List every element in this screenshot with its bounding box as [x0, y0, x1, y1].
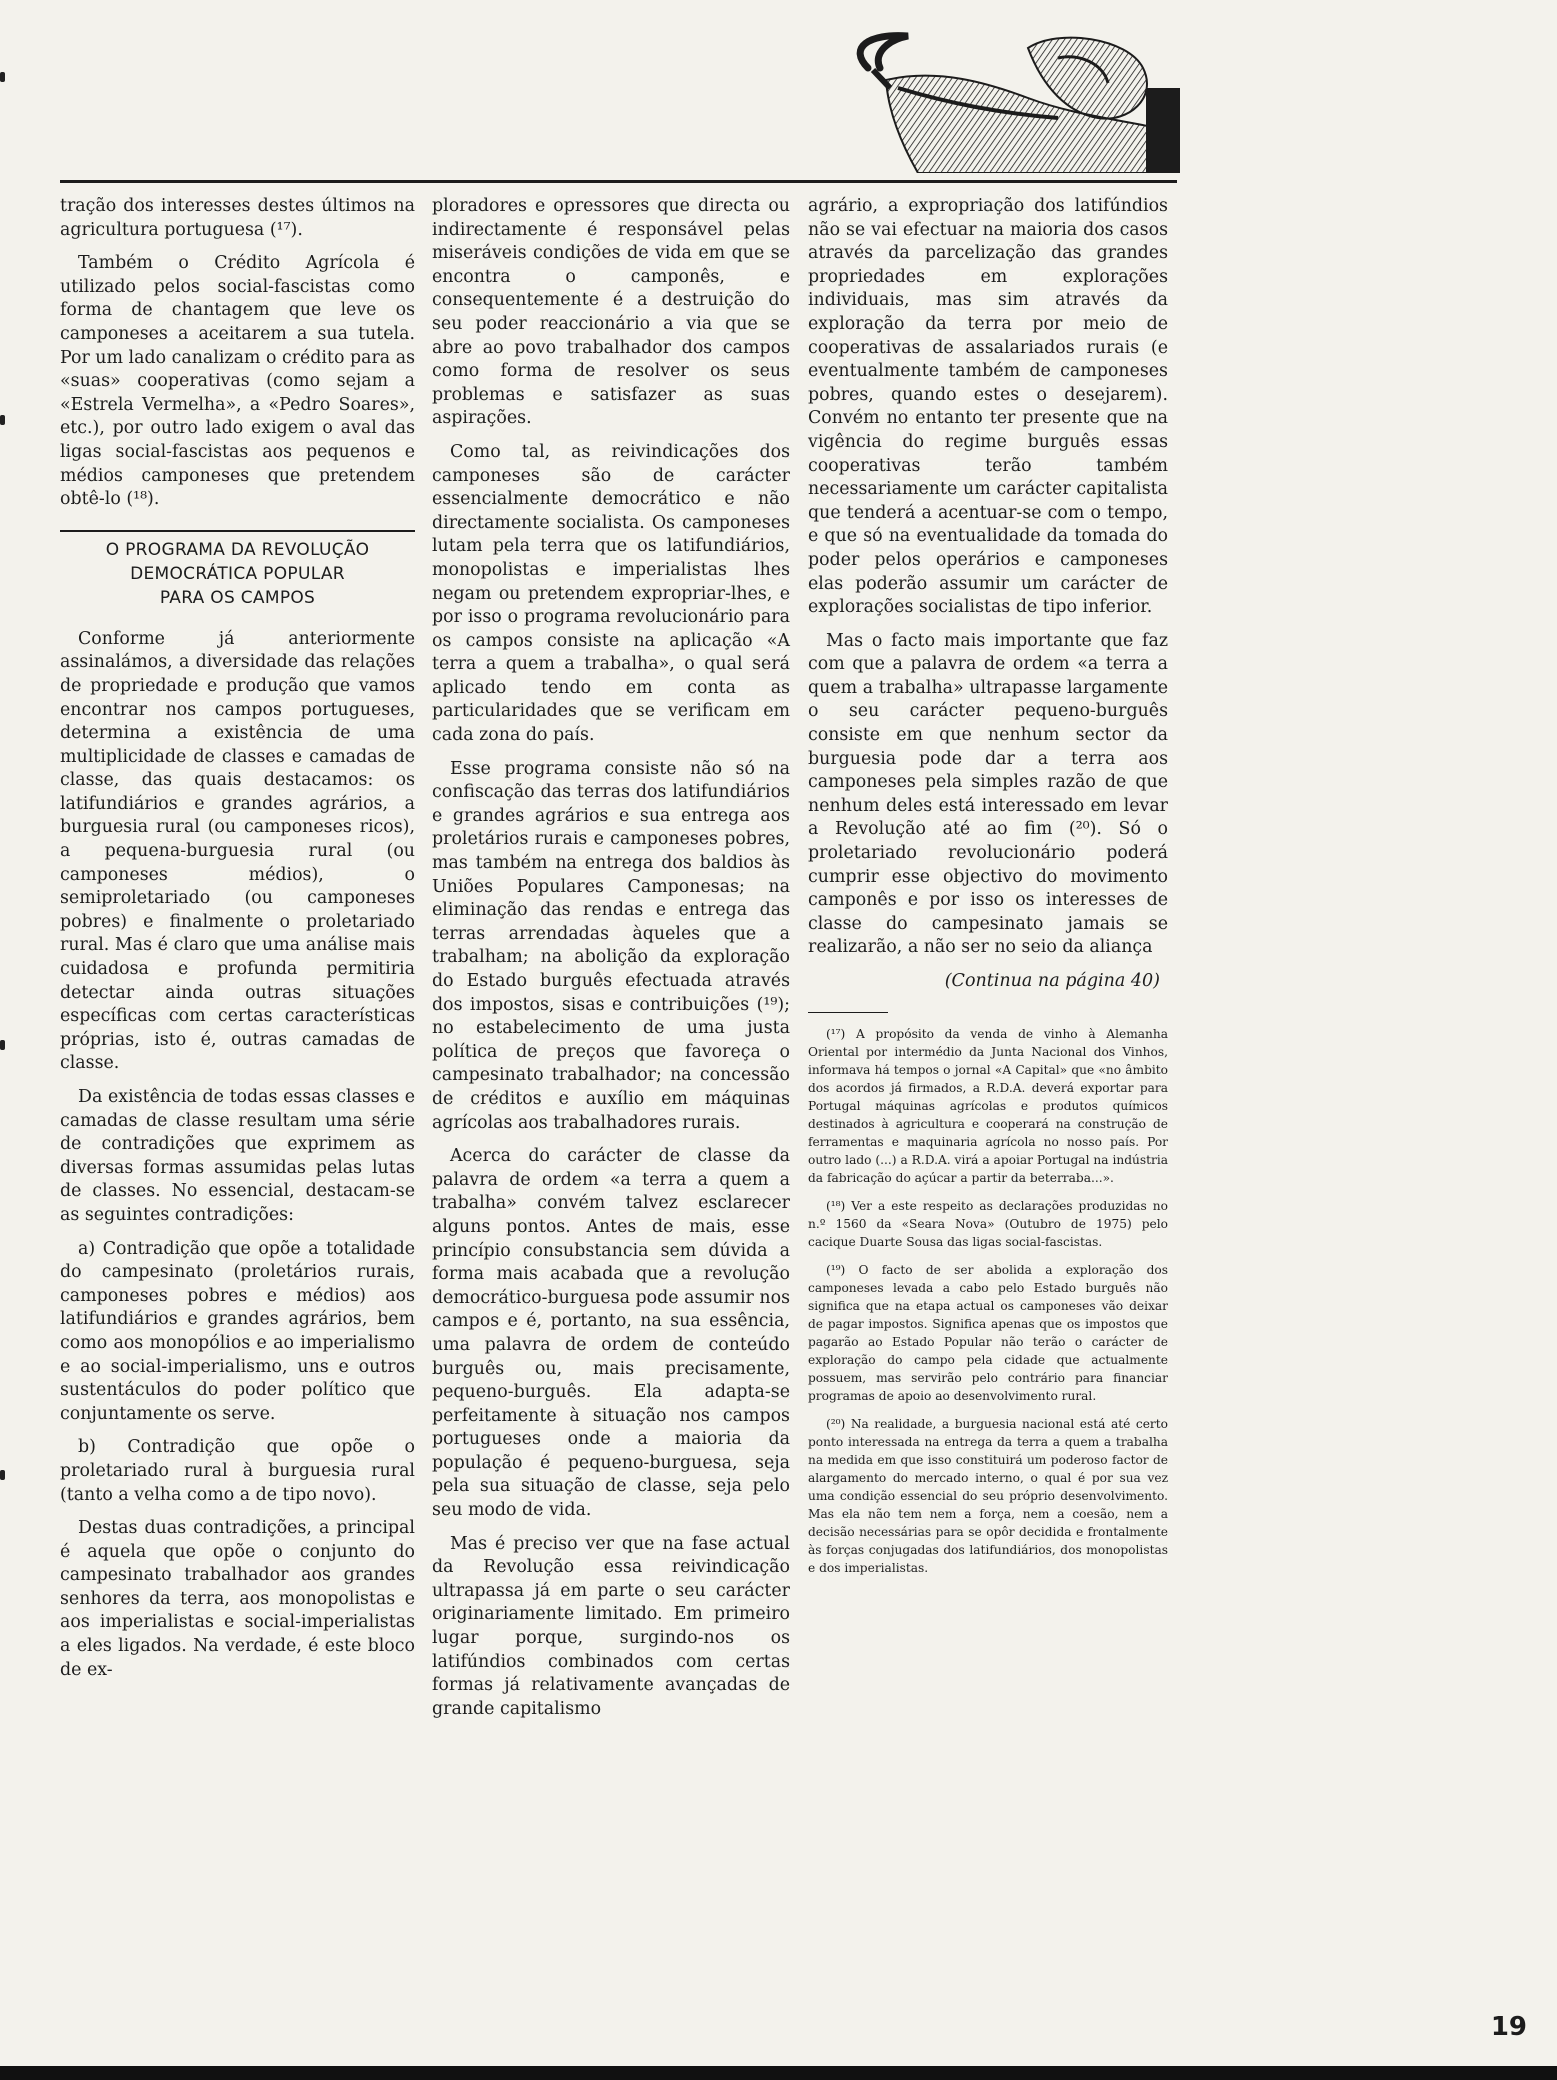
paragraph: Também o Crédito Agrícola é utilizado pelos social-fascistas como forma de chantagem que leve os camponeses a aceitarem a sua tutela. Por um lado canalizam o crédito para as «suas» cooperativas (como sejam a «Estrela Vermelha», a «Pedro Soares», etc.), por outro lado exigem o aval das ligas social-fascistas aos pequenos e médios camponeses que pretendem obtê-lo (¹⁸).: [60, 253, 415, 510]
heading-line: O PROGRAMA DA REVOLUÇÃO: [105, 539, 370, 560]
scan-edge-mark: [0, 1040, 5, 1050]
footnote: (²⁰) Na realidade, a burguesia nacional está até certo ponto interessada na entrega da terra a quem a trabalha na medida em que isso constituirá um poderoso factor de alargamento do mercado interno, o qual é por sua vez uma condição essencial do seu próprio desenvolvimento. Mas ela não tem nem a força, nem a coesão, nem a decisão necessárias para se opôr decidida e frontalmente às forças conjugadas dos latifundiários, dos monopolistas e dos imperialistas.: [808, 1416, 1168, 1575]
peasant-with-sickle-illustration: [828, 28, 1180, 173]
paragraph: ploradores e opressores que directa ou indirectamente é responsável pelas miseráveis condições de vida em que se encontra o camponês, e consequentemente é a destruição do seu poder reaccionário a via que se abre ao povo trabalhador dos campos como forma de resolver os seus problemas e satisfazer as suas aspirações.: [432, 196, 790, 429]
footnote: (¹⁷) A propósito da venda de vinho à Alemanha Oriental por intermédio da Junta Nacional dos Vinhos, informava há tempos o jornal «A Capital» que «no âmbito dos acordos já firmados, a R.D.A. deverá exportar para Portugal máquinas agrícolas e produtos químicos destinados à agricultura e cooperará na construção de ferramentas e maquinaria agrícola no nosso país. Por outro lado (...) a R.D.A. virá a apoiar Portugal na indústria da fabricação do açúcar a partir da beterraba...».: [808, 1026, 1168, 1185]
continuation-note: (Continua na página 40): [944, 971, 1160, 991]
paragraph: tração dos interesses destes últimos na agricultura portuguesa (¹⁷).: [60, 196, 415, 240]
paragraph: a) Contradição que opõe a totalidade do campesinato (proletários rurais, camponeses pobres e médios) aos latifundiários e grandes agrários, bem como aos monopólios e ao imperialismo e ao social-imperialismo, uns e outros sustentáculos do poder político que conjuntamente os serve.: [60, 1238, 415, 1424]
scan-edge-mark: [0, 1470, 5, 1480]
scan-bottom-edge: [0, 2066, 1557, 2080]
paragraph: Conforme já anteriormente assinalámos, a diversidade das relações de propriedade e produção que vamos encontrar nos campos portugueses, determina a existência de uma multiplicidade de classes e camadas de classe, das quais destacamos: os latifundiários e grandes agrários, a burguesia rural (ou camponeses ricos), a pequena-burguesia rural (ou camponeses médios), o semiproletariado (ou camponeses pobres) e finalmente o proletariado rural. Mas é claro que uma análise mais cuidadosa e profunda permitiria detectar ainda outras situações específicas com certas características próprias, isto é, outras camadas de classe.: [60, 628, 415, 1074]
heading-line: DEMOCRÁTICA POPULAR: [130, 563, 345, 584]
scan-edge-mark: [0, 415, 5, 425]
paragraph: Mas é preciso ver que na fase actual da Revolução essa reivindicação ultrapassa já em parte o seu carácter originariamente limitado. Em primeiro lugar porque, surgindo-nos os latifúndios combinados com certas formas já relativamente avançadas de grande capitalismo: [432, 1533, 790, 1719]
paragraph: Como tal, as reivindicações dos camponeses são de carácter essencialmente democrático e não directamente socialista. Os camponeses lutam pela terra que os latifundiários, monopolistas e imperialistas lhes negam ou pretendem expropriar-lhes, e por isso o programa revolucionário para os campos consiste na aplicação «A terra a quem a trabalha», o qual será aplicado tendo em conta as particularidades que se verificam em cada zona do país.: [432, 441, 790, 746]
paragraph: Acerca do carácter de classe da palavra de ordem «a terra a quem a trabalha» convém talvez esclarecer alguns pontos. Antes de mais, esse princípio consubstancia sem dúvida a forma mais acabada que a revolução democrático-burguesa pode assumir nos campos e é, portanto, na sua essência, uma palavra de ordem de conteúdo burguês ou, mais precisamente, pequeno-burguês. Ela adapta-se perfeitamente à situação nos campos portugueses onde a maioria da população é pequeno-burguesa, seja pela sua situação de classe, seja pelo seu modo de vida.: [432, 1146, 790, 1521]
paragraph: Da existência de todas essas classes e camadas de classe resultam uma série de contradições que exprimem as diversas formas assumidas pelas lutas de classes. No essencial, destacam-se as seguintes contradições:: [60, 1087, 415, 1225]
column-2: [432, 195, 790, 1731]
paragraph: b) Contradição que opõe o proletariado rural à burguesia rural (tanto a velha como a de tipo novo).: [60, 1437, 415, 1505]
column-1: [60, 195, 415, 1692]
paragraph: agrário, a expropriação dos latifúndios não se vai efectuar na maioria dos casos através da parcelização das grandes propriedades em explorações individuais, mas sim através da exploração da terra por meio de cooperativas de assalariados rurais (e eventualmente também de camponeses pobres, quando estes o desejarem). Convém no entanto ter presente que na vigência do regime burguês essas cooperativas terão também necessariamente um carácter capitalista que tenderá a acentuar-se com o tempo, e que só na eventualidade da tomada do poder pelos operários e camponeses elas poderão assumir um carácter de explorações socialistas de tipo inferior.: [808, 196, 1168, 618]
column-3: [808, 195, 1168, 1587]
footnote: (¹⁸) Ver a este respeito as declarações produzidas no n.º 1560 da «Seara Nova» (Outubro de 1975) pelo cacique Duarte Sousa das ligas social-fascistas.: [808, 1198, 1168, 1249]
header-rule: [60, 180, 1177, 183]
paragraph: Mas o facto mais importante que faz com que a palavra de ordem «a terra a quem a trabalha» ultrapasse largamente o seu carácter pequeno-burguês consiste em que nenhum sector da burguesia pode dar a terra aos camponeses pela simples razão de que nenhum deles está interessado em levar a Revolução até ao fim (²⁰). Só o proletariado revolucionário poderá cumprir esse objectivo do movimento camponês e por isso os interesses de classe do campesinato jamais se realizarão, a não ser no seio da aliança: [808, 630, 1168, 958]
footnote-rule: [808, 1012, 888, 1013]
heading-line: PARA OS CAMPOS: [159, 587, 316, 608]
paragraph: Esse programa consiste não só na confiscação das terras dos latifundiários e grandes agrários e sua entrega aos proletários rurais e camponeses pobres, mas também na entrega dos baldios às Uniões Populares Camponesas; na eliminação das rendas e entrega das terras arrendadas àqueles que a trabalham; na abolição da exploração do Estado burguês efectuada através dos impostos, sisas e contribuições (¹⁹); no estabelecimento de uma justa política de preços que favoreça o campesinato trabalhador; na concessão de créditos e auxílio em máquinas agrícolas aos trabalhadores rurais.: [432, 758, 790, 1133]
scan-edge-mark: [0, 72, 5, 82]
paragraph: Destas duas contradições, a principal é aquela que opõe o conjunto do campesinato trabalhador aos grandes senhores da terra, aos monopolistas e aos imperialistas e social-imperialistas a eles ligados. Na verdade, é este bloco de ex-: [60, 1518, 415, 1680]
footnote: (¹⁹) O facto de ser abolida a exploração dos camponeses levada a cabo pelo Estado burguês não significa que na etapa actual os camponeses vão deixar de pagar impostos. Significa apenas que os impostos que pagarão ao Estado Popular não terão o carácter de exploração do campo pela cidade que actualmente possuem, mas servirão pelo contrário para financiar programas de apoio ao desenvolvimento rural.: [808, 1262, 1168, 1403]
page-number: 19: [1490, 2012, 1527, 2042]
section-heading: [60, 530, 415, 610]
